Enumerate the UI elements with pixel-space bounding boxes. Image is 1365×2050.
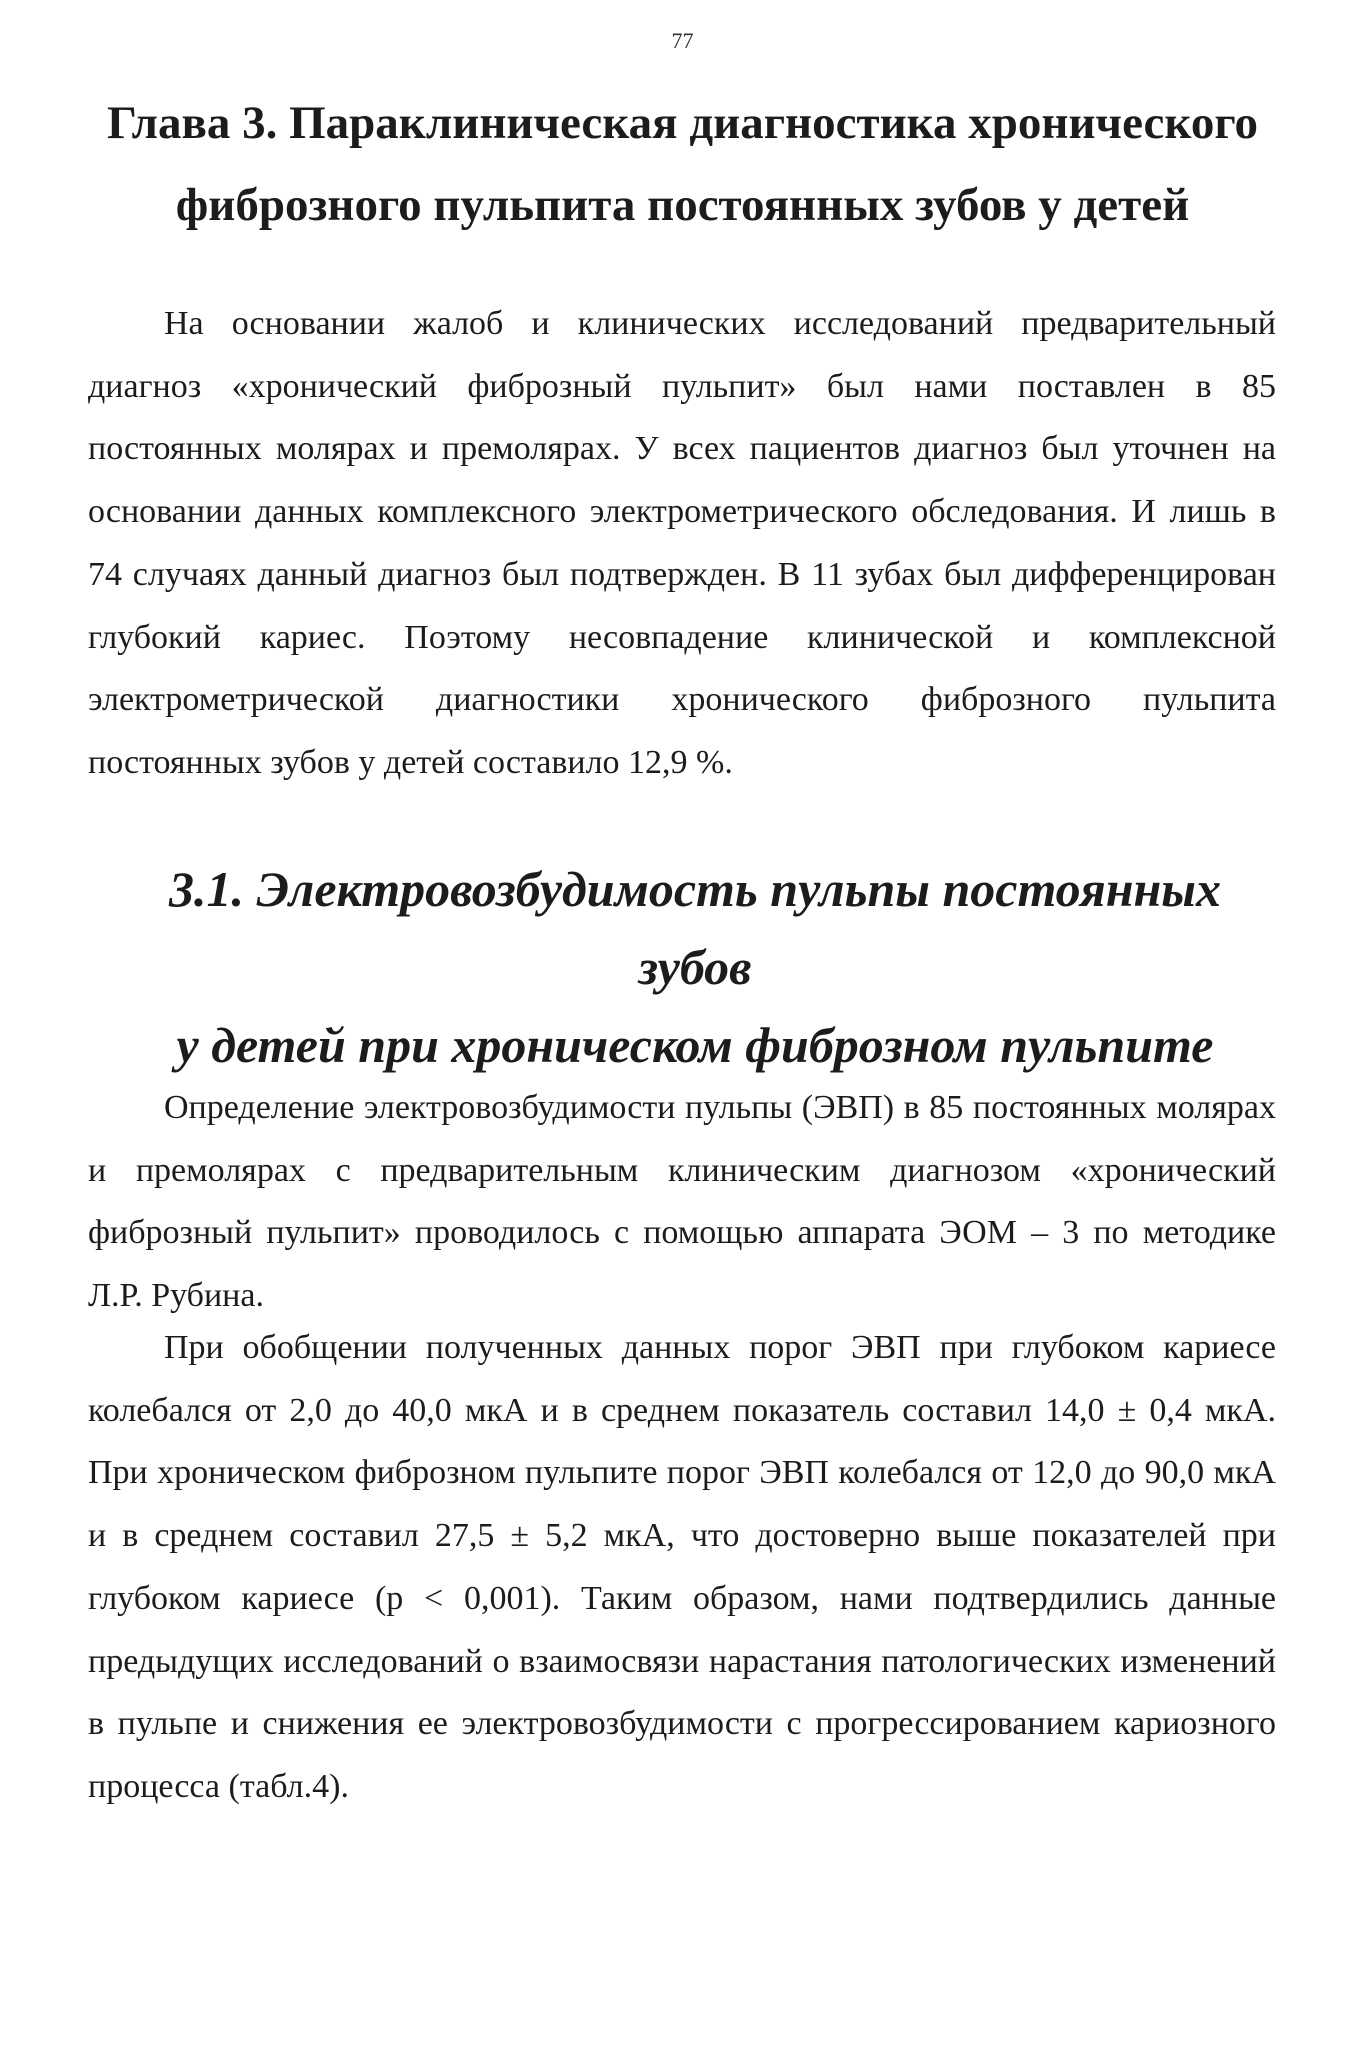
section-title-line-2: у детей при хроническом фиброзном пульпите xyxy=(176,1017,1214,1073)
section-title-line-1: 3.1. Электровозбудимость пульпы постоянных зубов xyxy=(168,861,1221,995)
results-paragraph: При обобщении полученных данных порог ЭВП при глубоком кариесе колебался от 2,0 до 40,0 мкА и в среднем показатель составил 14,0 ± 0,4 мкА. При хроническом фиброзном пульпите порог ЭВП колебался от 12,0 до 90,0 мкА и в среднем составил 27,5 ± 5,2 мкА, что достоверно выше показателей при глубоком кариесе (р < 0,001). Таким образом, нами подтвердились данные предыдущих исследований о взаимосвязи нарастания патологических изменений в пульпе и снижения ее электровозбудимости с прогрессированием кариозного процесса (табл.4). xyxy=(88,1329,1276,1805)
method-paragraph: Определение электровозбудимости пульпы (ЭВП) в 85 постоянных молярах и премолярах с предварительным клиническим диагнозом «хронический фиброзный пульпит» проводилось с помощью аппарата ЭОМ – 3 по методике Л.Р. Рубина. xyxy=(88,1089,1276,1315)
chapter-title xyxy=(80,82,1285,246)
intro-paragraph: На основании жалоб и клинических исследований предварительный диагноз «хронический фиброзный пульпит» был нами поставлен в 85 постоянных молярах и премолярах. У всех пациентов диагноз был уточнен на основании данных комплексного электрометрического обследования. И лишь в 74 случаях данный диагноз был подтвержден. В 11 зубах был дифференцирован глубокий кариес. Поэтому несовпадение клинической и комплексной электрометрической диагностики хронического фиброзного пульпита постоянных зубов у детей составило 12,9 %. xyxy=(88,305,1276,781)
chapter-title-line-1: Глава 3. Параклиническая диагностика хронического xyxy=(107,97,1258,149)
section-title xyxy=(120,850,1270,1084)
chapter-title-line-2: фиброзного пульпита постоянных зубов у детей xyxy=(175,179,1190,231)
page-number: 77 xyxy=(671,28,694,53)
